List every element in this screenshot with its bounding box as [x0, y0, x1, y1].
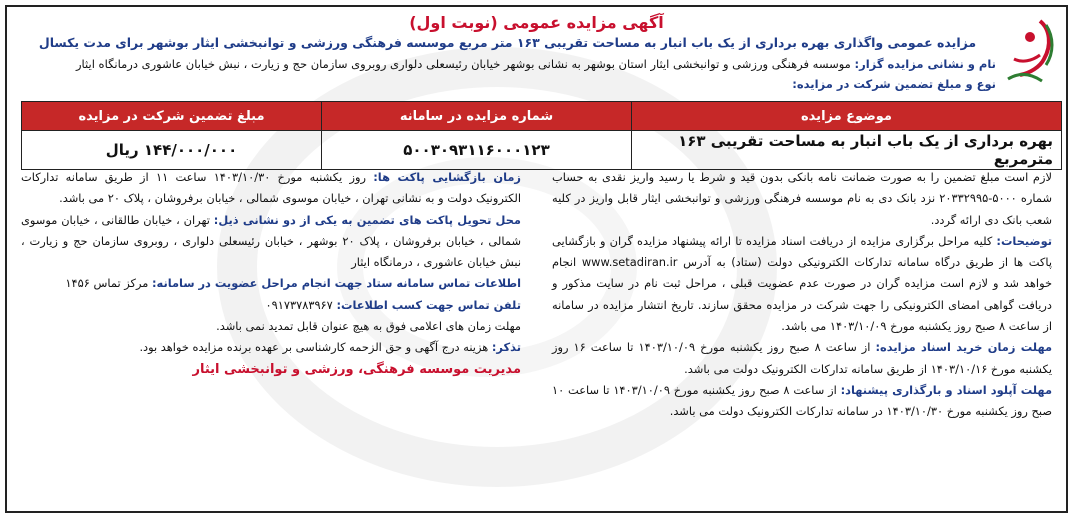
header-number: شماره مزایده در سامانه — [322, 102, 632, 131]
contact-text: مرکز تماس ۱۴۵۶ — [65, 276, 149, 291]
organizer-text: موسسه فرهنگی ورزشی و توانبخشی ایثار استان بوشهر به نشانی بوشهر خیابان رئیسعلی دلواری روبروی سازمان حج و زیارت ، نبش خیابان عاشوری درمانگاه ایثار — [75, 57, 851, 71]
reminder-text: هزینه درج آگهی و حق الزحمه کارشناسی بر عهده برنده مزایده خواهد بود. — [139, 340, 489, 355]
reminder-label: تذکر: — [491, 340, 521, 355]
right-column — [552, 167, 1052, 423]
notes-label: توضیحات: — [996, 233, 1052, 248]
header-subject: موضوع مزایده — [632, 102, 1062, 131]
organizer-line — [19, 57, 996, 71]
upload-label: مهلت آپلود اسناد و بارگذاری پیشنهاد: — [840, 382, 1053, 397]
purchase-label: مهلت زمان خرید اسناد مزایده: — [875, 340, 1053, 355]
delivery-label: محل تحویل پاکت های تضمین به یکی از دو نشانی ذیل: — [213, 212, 521, 227]
cell-amount: ۱۴۴/۰۰۰/۰۰۰ ریال — [22, 131, 322, 170]
purchase-text: از ساعت ۸ صبح روز یکشنبه مورخ ۱۴۰۳/۱۰/۰۹ تا ساعت ۱۶ روز یکشنبه مورخ ۱۴۰۳/۱۰/۱۶ از طریق سامانه تدارکات الکترونیک دولت می باشد. — [552, 340, 1052, 376]
auction-notice — [5, 5, 1068, 513]
notes-text-continued: انجام خواهد شد و لازم است مزایده گران در صورت عدم عضویت قبلی ، مراحل ثبت نام در سایت مذکور و دریافت گواهی امضای الکترونیکی را جهت شرکت در مزایده محقق سازند. تاریخ انتشار مزایده در سامانه از ساعت ۸ صبح روز یکشنبه مورخ ۱۴۰۳/۱۰/۰۹ می باشد. — [552, 255, 1052, 334]
signature: مدیریت موسسه فرهنگی، ورزشی و توانبخشی ایثار — [192, 361, 521, 377]
left-column — [21, 167, 521, 380]
isar-logo-icon — [1000, 15, 1058, 87]
phone-label: تلفن تماس جهت کسب اطلاعات: — [336, 297, 521, 312]
table-row — [22, 131, 1062, 170]
guarantee-paragraph: لازم است مبلغ تضمین را به صورت ضمانت نامه بانکی بدون قید و شرط یا رسید واریز نقدی به حساب شماره ۵۰۰۰-۲۰۳۳۲۹۹۵ نزد بانک دی به نام موسسه فرهنگی ورزشی و توانبخشی ایثار قابل واریز در کلیه شعب بانک دی ارائه گردد. — [552, 170, 1052, 227]
deadline-note: مهلت زمان های اعلامی فوق به هیچ عنوان قابل تمدید نمی باشد. — [216, 319, 521, 334]
notes-text: کلیه مراحل برگزاری مزایده از دریافت اسناد مزایده تا ارائه پیشنهاد مزایده گران و بازگشایی پاکت ها از طریق درگاه سامانه تدارکات الکترونیکی دولت (ستاد) به آدرس — [552, 233, 1052, 270]
notice-subtitle: مزایده عمومی واگذاری بهره برداری از یک باب انبار به مساحت تقریبی ۱۶۳ متر مربع موسسه فرهنگی ورزشی و توانبخشی ایثار بوشهر برای مدت یکسال — [38, 35, 977, 50]
phone-number: ۰۹۱۷۳۷۸۳۹۶۷ — [265, 297, 333, 312]
cell-number: ۵۰۰۳۰۹۳۱۱۶۰۰۰۱۲۳ — [322, 131, 632, 170]
contact-label: اطلاعات تماس سامانه ستاد جهت انجام مراحل عضویت در سامانه: — [151, 276, 521, 291]
auction-table — [21, 101, 1062, 170]
organizer-label: نام و نشانی مزایده گزار: — [854, 57, 996, 71]
delivery-text: تهران ، خیابان طالقانی ، خیابان موسوی شمالی ، خیابان برفروشان ، پلاک ۲۰ بوشهر ، خیابان رئیسعلی دلواری ، روبروی سازمان حج و زیارت ، نبش خیابان عاشوری ، درمانگاه ایثار — [21, 212, 521, 270]
table-header-row — [22, 102, 1062, 131]
guarantee-heading-text: نوع و مبلغ تضمین شرکت در مزایده: — [792, 77, 996, 91]
cell-subject: بهره برداری از یک باب انبار به مساحت تقریبی ۱۶۳ مترمربع — [632, 131, 1062, 170]
header-amount: مبلغ تضمین شرکت در مزایده — [22, 102, 322, 131]
notice-title: آگهی مزایده عمومی (نوبت اول) — [409, 13, 664, 32]
opening-label: زمان بازگشایی پاکت ها: — [373, 170, 521, 184]
guarantee-heading — [19, 77, 996, 91]
upload-text: از ساعت ۸ صبح روز یکشنبه مورخ ۱۴۰۳/۱۰/۰۹ تا ساعت ۱۰ صبح روز یکشنبه مورخ ۱۴۰۳/۱۰/۳۰ در سامانه تدارکات الکترونیک دولت می باشد. — [552, 382, 1052, 419]
opening-text: روز یکشنبه مورخ ۱۴۰۳/۱۰/۳۰ ساعت ۱۱ از طریق سامانه تدارکات الکترونیک دولت و به نشانی تهران ، خیابان موسوی شمالی ، خیابان برفروشان ، پلاک ۲۰ می باشد. — [21, 170, 521, 206]
setad-website-link[interactable]: www.setadiran.ir — [581, 255, 678, 270]
